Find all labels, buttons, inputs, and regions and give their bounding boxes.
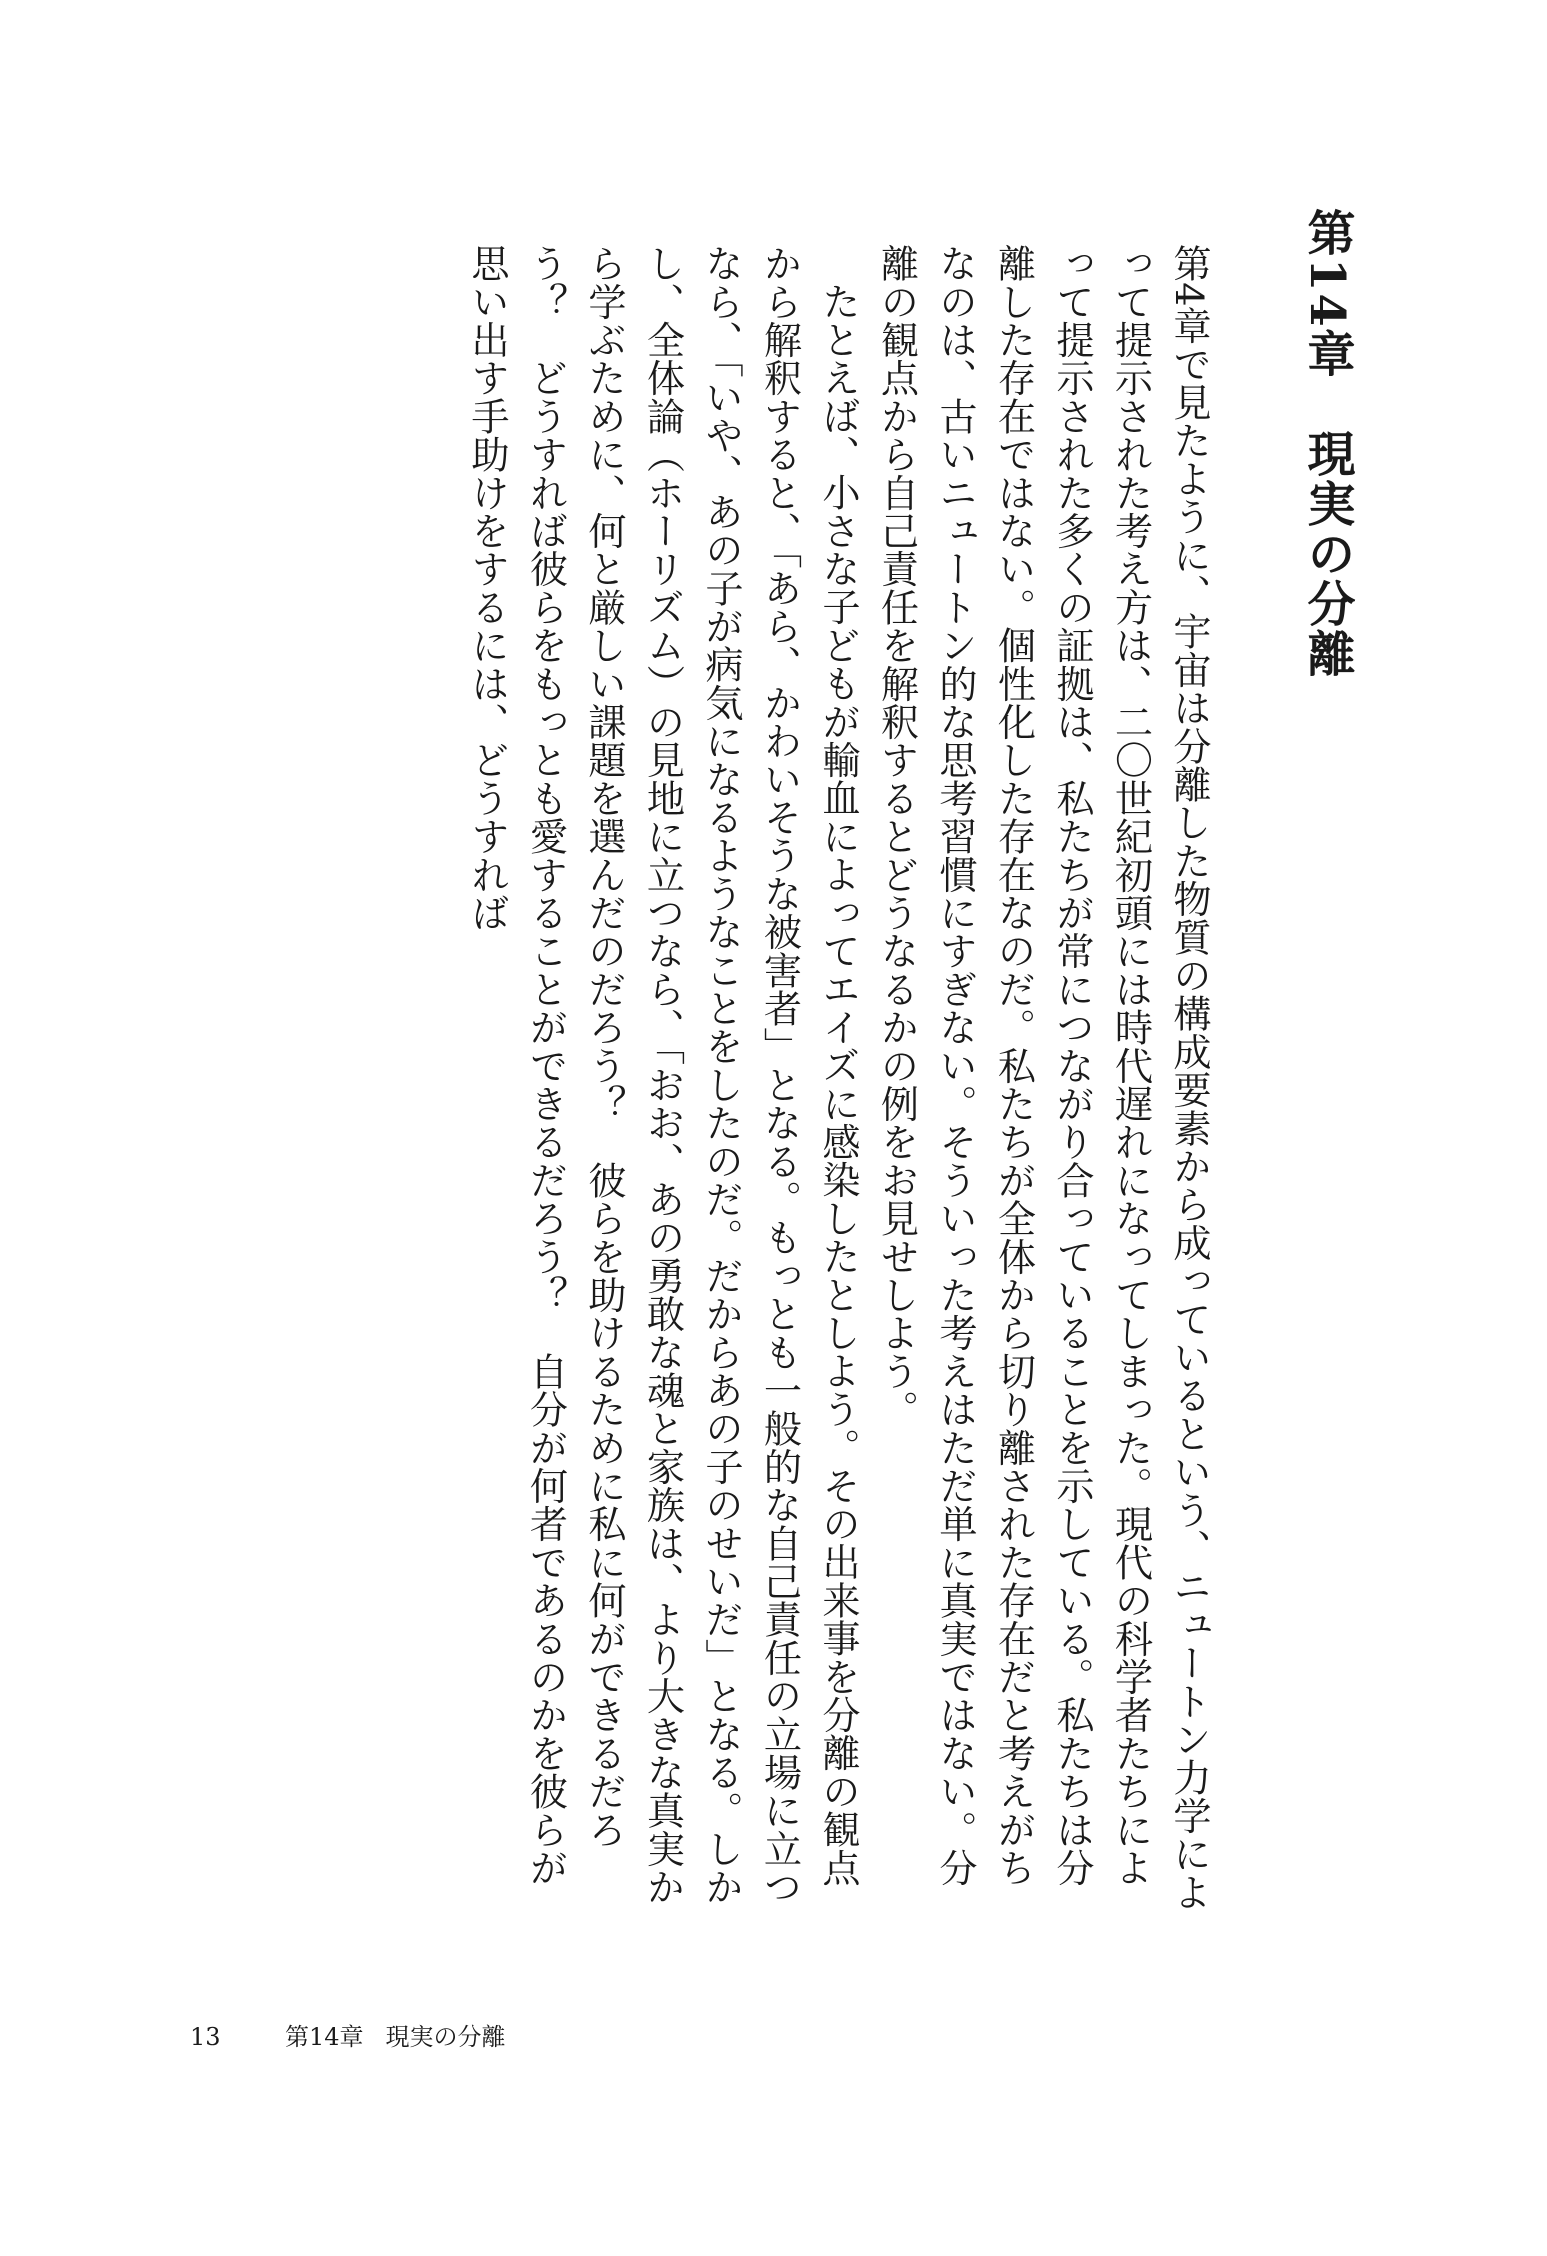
page-footer bbox=[190, 2022, 506, 2052]
chapter-heading: 第14章 現実の分離 bbox=[1299, 208, 1355, 679]
paragraph-2: たとえば、小さな子どもが輸血によってエイズに感染したとしよう。その出来事を分離の観点から解釈すると、「あら、かわいそうな被害者」となる。もっとも一般的な自己責任の立場に立つなら、「いや、あの子が病気になるようなことをしたのだ。だからあの子のせいだ」となる。しかし、全体論（ホーリズム）の見地に立つなら、「おお、あの勇敢な魂と家族は、より大きな真実から学ぶために、何と厳しい課題を選んだのだろう？ 彼らを助けるために私に何ができるだろう？ どうすれば彼らをもっとも愛することができるだろう？ 自分が何者であるのかを彼らが思い出す手助けをするには、どうすれば bbox=[464, 244, 859, 1906]
paragraph-1: 第4章で見たように、宇宙は分離した物質の構成要素から成っているという、ニュートン力学によって提示された考え方は、二〇世紀初頭には時代遅れになってしまった。現代の科学者たちによって提示された多くの証拠は、私たちが常につながり合っていることを示している。私たちは分離した存在ではない。個性化した存在なのだ。私たちが全体から切り離された存在だと考えがちなのは、古いニュートン的な思考習慣にすぎない。そういった考えはただ単に真実ではない。分離の観点から自己責任を解釈するとどうなるかの例をお見せしよう。 bbox=[873, 244, 1210, 1911]
body-text bbox=[457, 244, 1218, 1924]
running-header-title: 現実の分離 bbox=[385, 2023, 506, 2051]
running-header-chapter: 第14章 bbox=[285, 2023, 364, 2051]
page-number: 13 bbox=[190, 2023, 221, 2051]
